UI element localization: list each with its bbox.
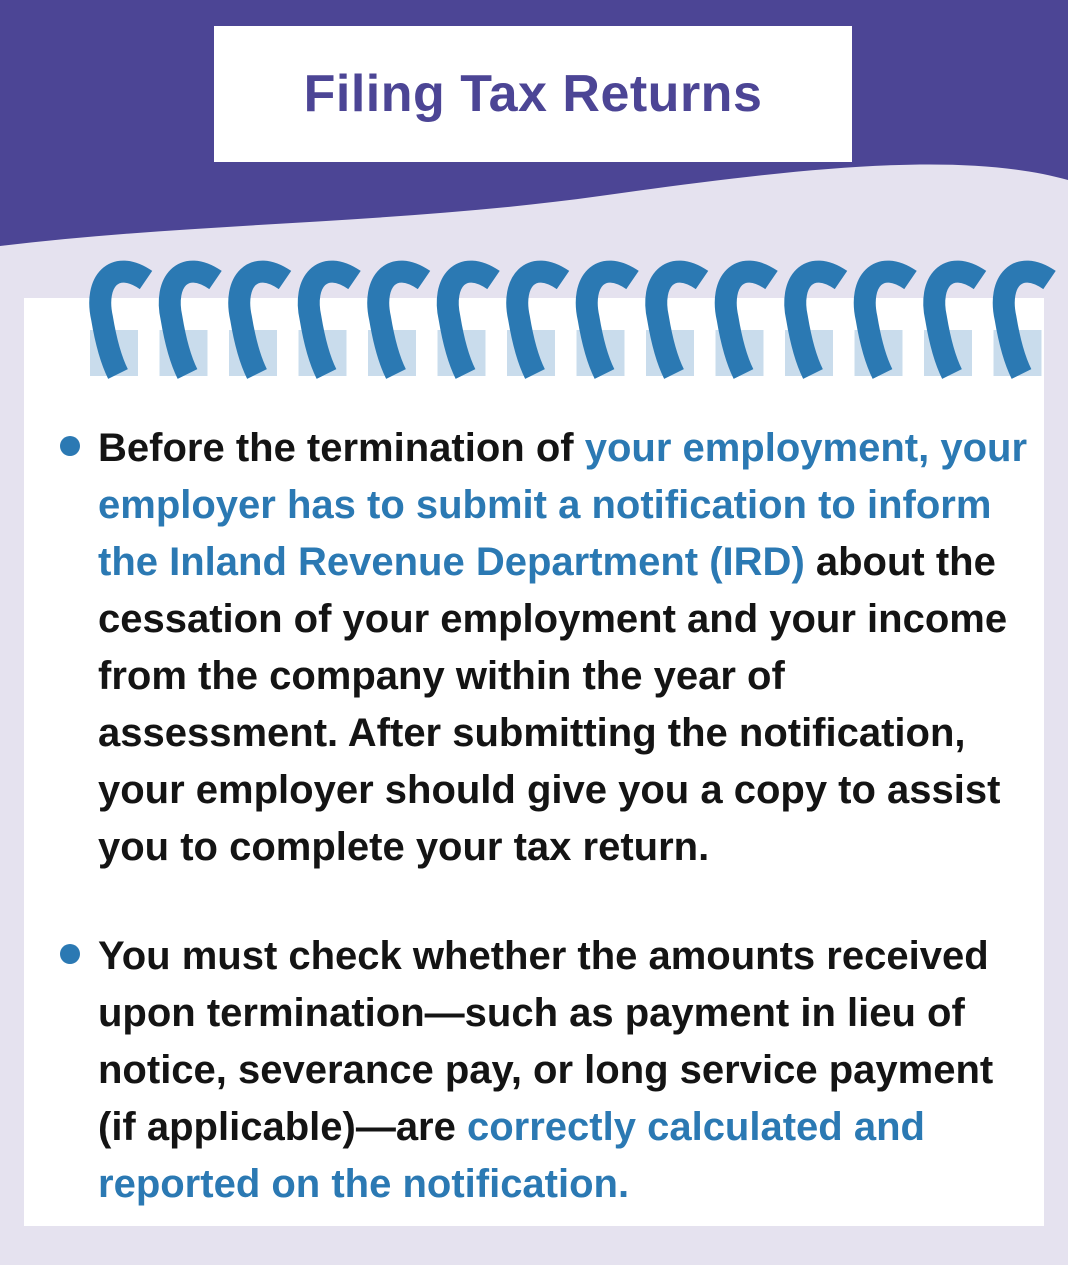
spiral-ring [517, 272, 563, 374]
spiral-ring [795, 272, 841, 374]
spiral-ring [656, 272, 702, 374]
bullet-dot-icon [60, 944, 80, 964]
spiral-ring [1004, 272, 1050, 374]
spiral-ring [448, 272, 494, 374]
bullet-highlight: correctly calculated and reported on the notification. [98, 1105, 925, 1206]
page-title: Filing Tax Returns [303, 65, 763, 123]
spiral-ring [726, 272, 772, 374]
bullet-text: Before the termination of [98, 426, 585, 470]
spiral-ring [170, 272, 216, 374]
bullet-text: about the cessation of your employment and your income from the company within the year of assessment. After submitting the notification, your employer should give you a copy to assist you to complete your tax return. [98, 540, 1008, 869]
title-box [214, 26, 852, 162]
bullet-highlight: your employment, your employer has to submit a notification to inform the Inland Revenue Department (IRD) [98, 426, 1028, 584]
bullet-dot-icon [60, 436, 80, 456]
content-area [56, 420, 1036, 1265]
bullet-item-check-amounts [56, 928, 1036, 1213]
bullet-text: You must check whether the amounts received upon termination—such as payment in lieu of notice, severance pay, or long service payment (if applicable)—are [98, 934, 994, 1149]
notebook-spiral-binding [0, 255, 1068, 385]
spiral-ring [100, 272, 146, 374]
spiral-ring [587, 272, 633, 374]
spiral-ring [309, 272, 355, 374]
spiral-ring [934, 272, 980, 374]
spiral-ring [865, 272, 911, 374]
bullet-item-termination-notification [56, 420, 1036, 876]
spiral-ring [239, 272, 285, 374]
spiral-ring [378, 272, 424, 374]
